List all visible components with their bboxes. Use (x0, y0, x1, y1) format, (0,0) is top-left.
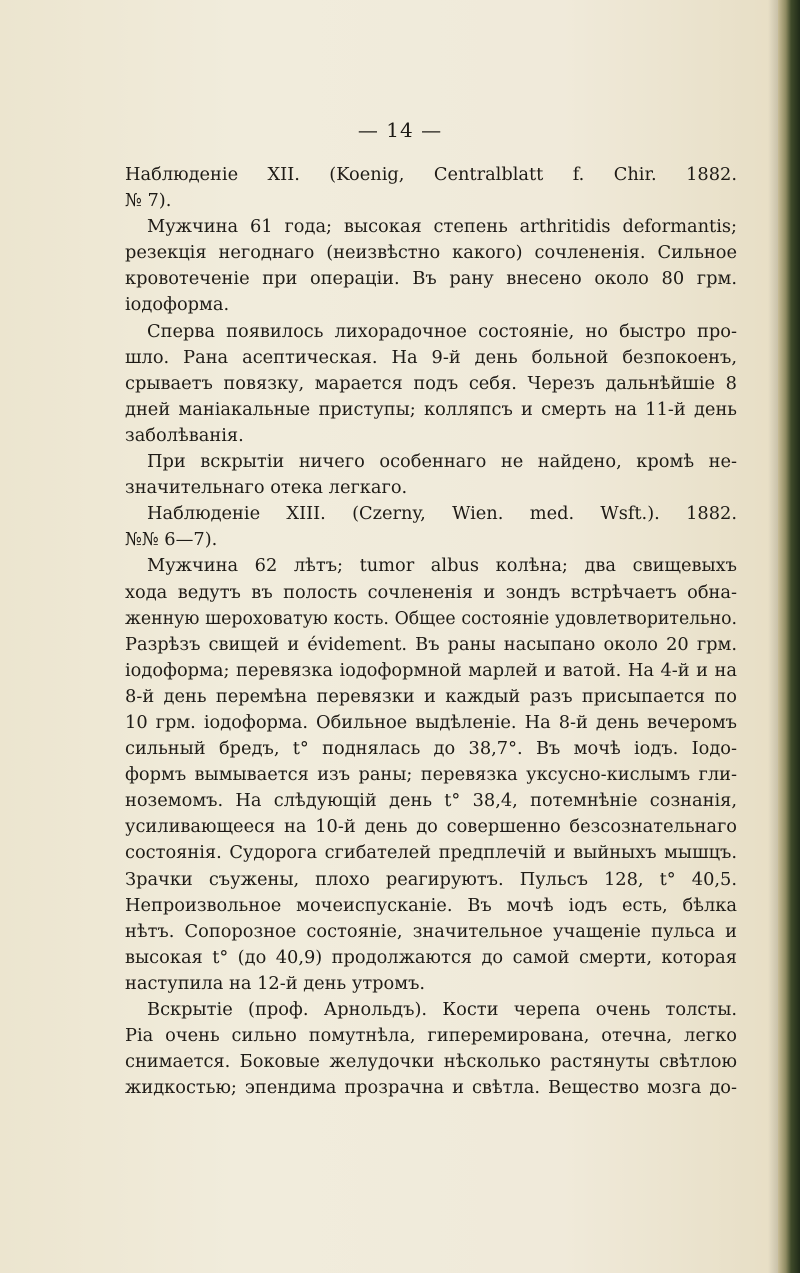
text-line: іодоформа. (125, 294, 230, 316)
text-line: Разрѣзъ свищей и évidement. Въ раны насыпано около 20 грм. (125, 633, 737, 655)
text-line: значительнаго отека легкаго. (125, 477, 408, 499)
text-line: Зрачки съужены, плохо реагируютъ. Пульсъ 128, t° 40,5. (125, 868, 737, 890)
text-line: Pia очень сильно помутнѣла, гиперемирована, отечна, легко (125, 1025, 737, 1047)
text-line: состоянія. Судорога сгибателей предплечій и выйныхъ мышцъ. (125, 842, 737, 864)
text-line: наступила на 12-й день утромъ. (125, 972, 426, 994)
text-line: женную шероховатую кость. Общее состояніе удовлетворительно. (125, 608, 737, 629)
text-line: № 7). (125, 190, 172, 212)
text-line: іодоформа; перевязка іодоформной марлей и ватой. На 4-й и на (125, 659, 737, 681)
text-line: Наблюденіе XIII. (Czerny, Wien. med. Wsft.). 1882. (147, 503, 737, 525)
text-line: ноземомъ. На слѣдующій день t° 38,4, потемнѣніе сознанія, (125, 790, 737, 812)
text-line: заболѣванія. (125, 424, 244, 446)
text-line: срываетъ повязку, марается подъ себя. Черезъ дальнѣйшіе 8 (125, 372, 737, 394)
text-line: усиливающееся на 10-й день до совершенно безсознательнаго (125, 816, 737, 838)
text-line: шло. Рана асептическая. На 9-й день больной безпокоенъ, (125, 346, 737, 368)
text-line: дней маніакальные приступы; колляпсъ и смерть на 11-й день (125, 398, 737, 420)
text-line: жидкостью; эпендима прозрачна и свѣтла. Вещество мозга до- (125, 1077, 737, 1099)
text-line: кровотеченіе при операціи. Въ рану внесено около 80 грм. (125, 268, 737, 290)
text-line: Непроизвольное мочеиспусканіе. Въ мочѣ іодъ есть, бѣлка (125, 894, 737, 916)
text-line: 8-й день перемѣна перевязки и каждый разъ присыпается по (125, 685, 737, 707)
text-line: №№ 6—7). (125, 529, 218, 551)
text-line: Мужчина 61 года; высокая степень arthritidis deformantis; (147, 216, 737, 238)
text-line: хода ведутъ въ полость сочлененія и зондъ встрѣчаетъ обна- (125, 581, 737, 603)
text-line: резекція негоднаго (неизвѣстно какого) сочлененія. Сильное (125, 242, 737, 264)
text-line: нѣтъ. Сопорозное состояніе, значительное учащеніе пульса и (125, 920, 737, 942)
text-line: Мужчина 62 лѣтъ; tumor albus колѣна; два свищевыхъ (147, 555, 737, 577)
text-line: 10 грм. іодоформа. Обильное выдѣленіе. На 8-й день вечеромъ (125, 711, 737, 733)
text-line: формъ вымывается изъ раны; перевязка уксусно-кислымъ гли- (125, 764, 737, 786)
text-line: сильный бредъ, t° поднялась до 38,7°. Въ мочѣ іодъ. Іодо- (125, 738, 737, 760)
book-binding-edge (778, 0, 800, 1273)
binding-shadow (768, 0, 778, 1273)
page-number: — 14 — (357, 118, 443, 142)
text-line: снимается. Боковые желудочки нѣсколько растянуты свѣтлою (125, 1051, 737, 1073)
text-line: Вскрытіе (проф. Арнольдъ). Кости черепа очень толсты. (147, 999, 737, 1020)
text-line: высокая t° (до 40,9) продолжаются до самой смерти, которая (125, 946, 737, 968)
text-line: Сперва появилось лихорадочное состояніе, но быстро про- (147, 320, 737, 342)
body-text (125, 162, 737, 1101)
text-line: При вскрытіи ничего особеннаго не найдено, кромѣ не- (147, 451, 737, 473)
text-line: Наблюденіе XII. (Koenig, Centralblatt f. Chir. 1882. (125, 164, 737, 185)
